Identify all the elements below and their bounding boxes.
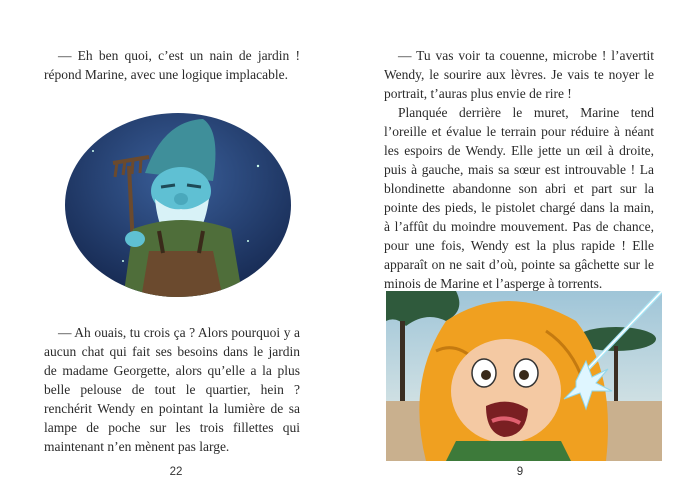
right-paragraph-1: — Tu vas voir ta couenne, microbe ! l’avertit Wendy, le sourire aux lèvres. Je vais te noyer le portrait, t’auras plus envie de rire ! xyxy=(384,48,654,101)
right-paragraph-2: Planquée derrière le muret, Marine tend l’oreille et évalue le terrain pour réduire à néant les espoirs de Wendy. Elle jette un œil à droite, puis à gauche, mais sa sœur est introuvable ! La blondinette abandonne son abri et part sur la pointe des pieds, le pistolet chargé dans la main, à l’affût du moindre mouvement. Pas de chance, pour une fois, Wendy est la plus rapide ! Elle apparaît on ne sait d’où, pointe sa gâchette sur le minois de Marine et l’asperge à torrents. xyxy=(384,105,654,291)
marine-splashed-illustration xyxy=(386,291,662,461)
left-page-number: 22 xyxy=(169,466,183,478)
right-page xyxy=(350,0,700,496)
garden-gnome-illustration xyxy=(63,111,293,299)
left-paragraph-2: — Ah ouais, tu crois ça ? Alors pourquoi y a aucun chat qui fait ses besoins dans le jardin de madame Georgette, alors qu’elle a la plus belle pelouse de tout le quartier, hein ? renchérit Wendy en pointant la lumière de sa lampe de poche sur les trois fillettes qui maintenant n’en mènent pas large. xyxy=(44,325,300,454)
right-page-number: 9 xyxy=(516,466,524,478)
left-paragraph-1: — Eh ben quoi, c’est un nain de jardin ! répond Marine, avec une logique implacable. xyxy=(44,48,300,82)
